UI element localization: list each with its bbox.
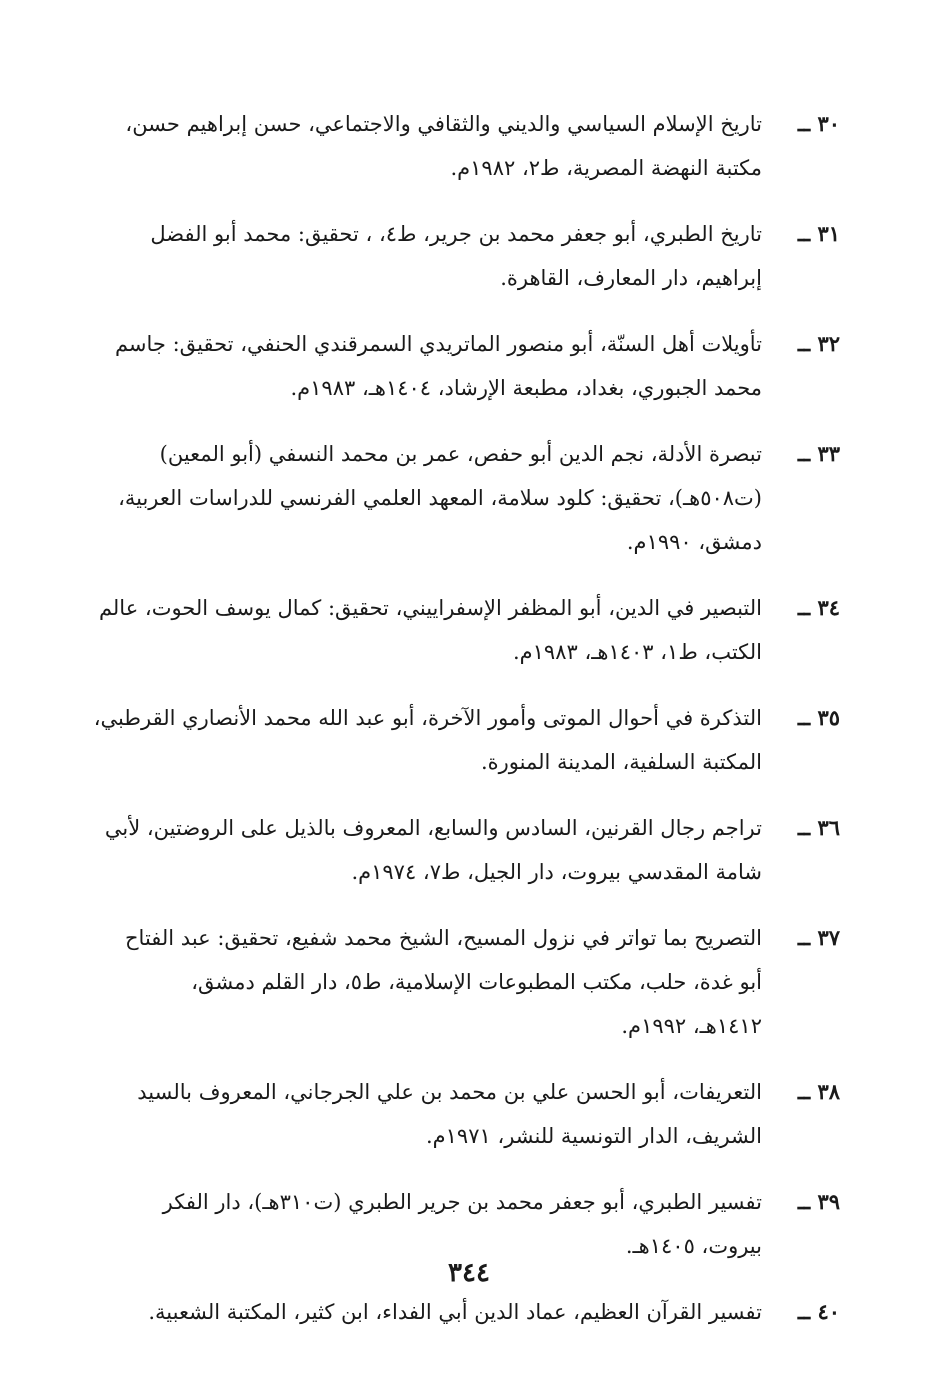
bibliography-entry: [80, 1070, 840, 1158]
bibliography-entry: [80, 212, 840, 300]
entry-text-line: دمشق، ١٩٩٠م.: [626, 530, 762, 554]
entry-text-line: إبراهيم، دار المعارف، القاهرة.: [500, 266, 762, 290]
entry-number: ٣١ ــ: [797, 221, 840, 246]
entry-number: ٣٨ ــ: [797, 1079, 840, 1104]
entry-text-line: تأويلات أهل السنّة، أبو منصور الماتريدي السمرقندي الحنفي، تحقيق: جاسم: [114, 332, 762, 356]
entry-text-line: تراجم رجال القرنين، السادس والسابع، المعروف بالذيل على الروضتين، لأبي: [104, 816, 762, 840]
entry-number: ٣٩ ــ: [797, 1189, 840, 1214]
entry-text-line: تفسير القرآن العظيم، عماد الدين أبي الفداء، ابن كثير، المكتبة الشعبية.: [148, 1300, 762, 1324]
entry-number: ٣٥ ــ: [797, 705, 840, 730]
entry-number: ٣٢ ــ: [797, 331, 840, 356]
page-number: ٣٤٤: [448, 1258, 490, 1288]
entry-text-line: تبصرة الأدلة، نجم الدين أبو حفص، عمر بن محمد النسفي (أبو المعين): [159, 442, 762, 466]
entry-text-line: التصريح بما تواتر في نزول المسيح، الشيخ محمد شفيع، تحقيق: عبد الفتاح: [124, 926, 762, 950]
entry-number: ٣٤ ــ: [797, 595, 840, 620]
bibliography-entry: [80, 806, 840, 894]
bibliography-entry: [80, 1180, 840, 1268]
entry-number: ٣٠ ــ: [797, 111, 840, 136]
bibliography-entry: [80, 916, 840, 1048]
entry-text-line: مكتبة النهضة المصرية، ط٢، ١٩٨٢م.: [450, 156, 762, 180]
bibliography-entry: [80, 586, 840, 674]
entry-text-line: التبصير في الدين، أبو المظفر الإسفراييني، تحقيق: كمال يوسف الحوت، عالم: [98, 596, 762, 620]
entry-text-line: التذكرة في أحوال الموتى وأمور الآخرة، أبو عبد الله محمد الأنصاري القرطبي،: [93, 706, 762, 730]
entry-number: ٣٣ ــ: [797, 441, 840, 466]
entry-text-line: الشريف، الدار التونسية للنشر، ١٩٧١م.: [425, 1124, 762, 1148]
entry-text-line: الكتب، ط١، ١٤٠٣هـ، ١٩٨٣م.: [512, 640, 762, 664]
bibliography-list: [80, 102, 840, 1356]
entry-text-line: المكتبة السلفية، المدينة المنورة.: [480, 750, 762, 774]
bibliography-entry: [80, 322, 840, 410]
entry-text-line: تفسير الطبري، أبو جعفر محمد بن جرير الطبري (ت٣١٠هـ)، دار الفكر: [162, 1190, 762, 1214]
entry-text-line: (ت٥٠٨هـ)، تحقيق: كلود سلامة، المعهد العلمي الفرنسي للدراسات العربية،: [118, 486, 762, 510]
entry-text-line: ١٤١٢هـ، ١٩٩٢م.: [621, 1014, 762, 1038]
bibliography-entry: [80, 432, 840, 564]
bibliography-entry: [80, 102, 840, 190]
entry-text-line: شامة المقدسي بيروت، دار الجيل، ط٧، ١٩٧٤م.: [351, 860, 762, 884]
entry-text-line: التعريفات، أبو الحسن علي بن محمد بن علي الجرجاني، المعروف بالسيد: [137, 1080, 762, 1104]
entry-number: ٣٧ ــ: [797, 925, 840, 950]
entry-text-line: تاريخ الإسلام السياسي والديني والثقافي والاجتماعي، حسن إبراهيم حسن،: [125, 112, 762, 136]
bibliography-entry: [80, 696, 840, 784]
entry-number: ٤٠ ــ: [797, 1299, 840, 1324]
entry-text-line: تاريخ الطبري، أبو جعفر محمد بن جرير، ط٤، ، تحقيق: محمد أبو الفضل: [150, 222, 762, 246]
entry-text-line: أبو غدة، حلب، مكتب المطبوعات الإسلامية، ط٥، دار القلم دمشق،: [191, 970, 762, 994]
bibliography-entry: [80, 1290, 840, 1334]
entry-text-line: بيروت، ١٤٠٥هـ.: [625, 1234, 762, 1258]
entry-number: ٣٦ ــ: [797, 815, 840, 840]
entry-text-line: محمد الجبوري، بغداد، مطبعة الإرشاد، ١٤٠٤هـ، ١٩٨٣م.: [290, 376, 762, 400]
